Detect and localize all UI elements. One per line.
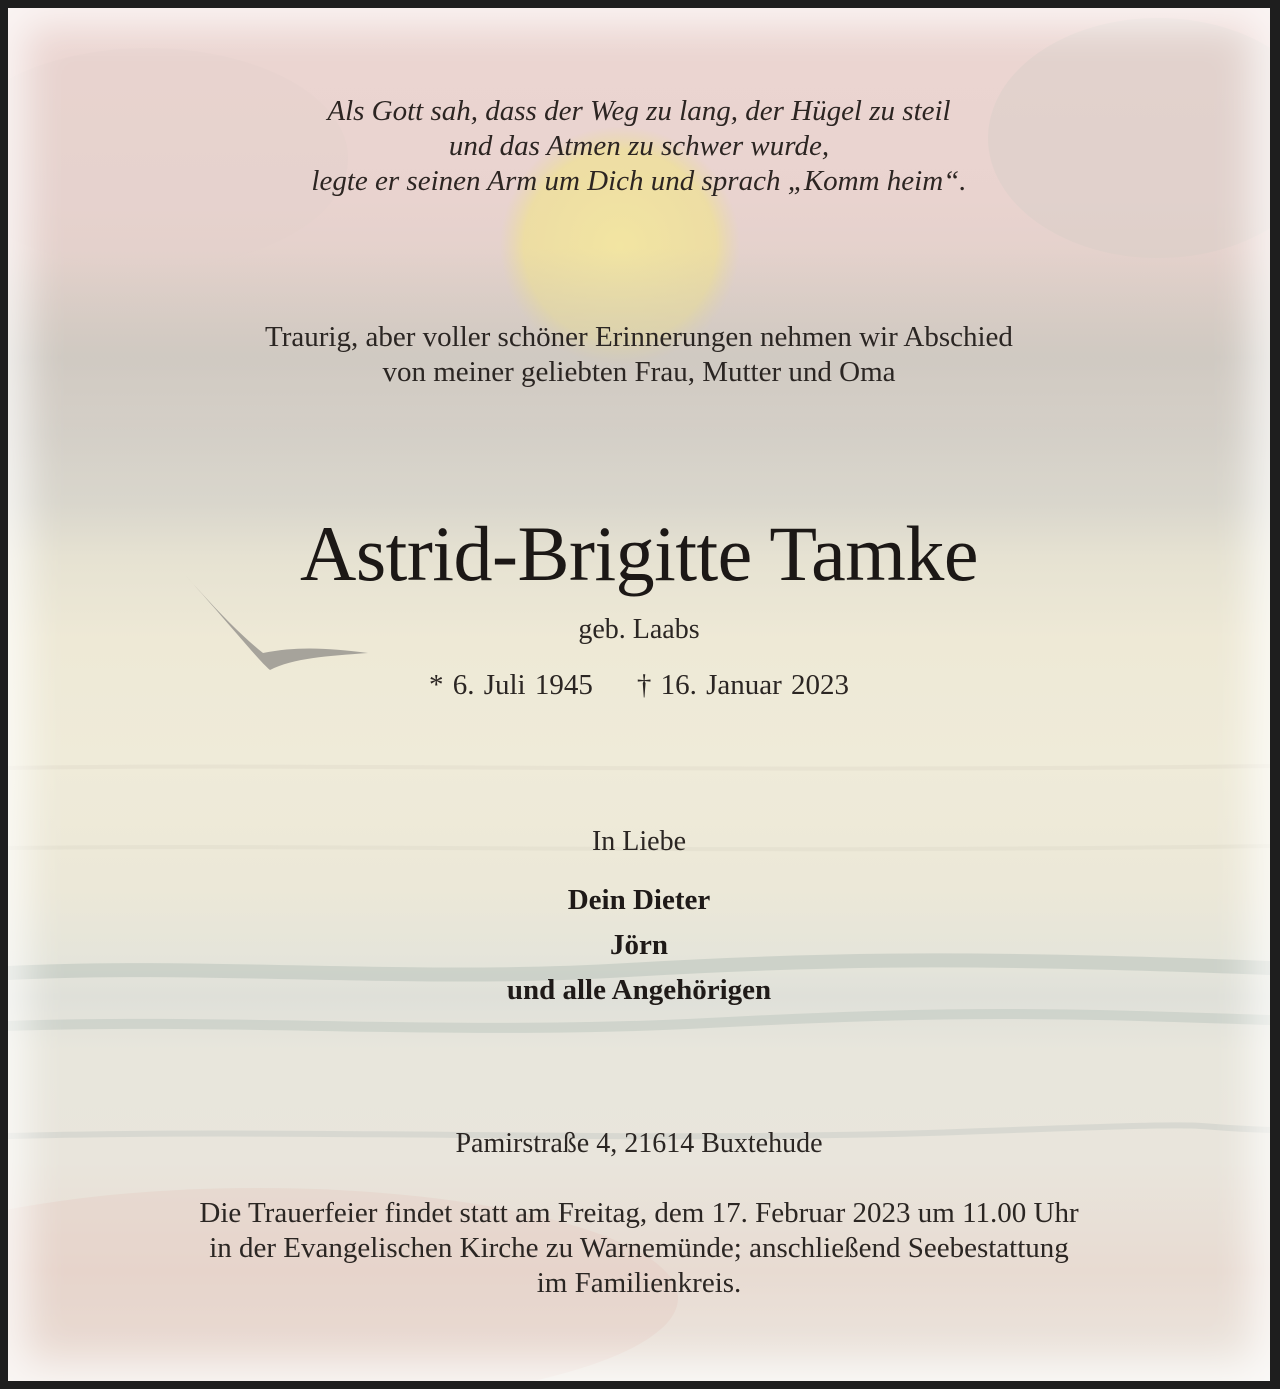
birth-date: * 6. Juli 1945	[428, 669, 593, 701]
life-dates	[8, 667, 1270, 703]
mourners-intro: In Liebe	[591, 826, 687, 857]
mourner-name: und alle Angehörigen	[506, 974, 772, 1006]
quote-line: und das Atmen zu schwer wurde,	[448, 130, 830, 162]
death-date: † 16. Januar 2023	[636, 669, 850, 701]
intro-line: Traurig, aber voller schöner Erinnerungen nehmen wir Abschied	[265, 321, 1013, 353]
intro-line: von meiner geliebten Frau, Mutter und Oma	[382, 356, 896, 388]
funeral-line: im Familienkreis.	[536, 1267, 742, 1299]
farewell-intro	[8, 320, 1270, 390]
funeral-line: in der Evangelischen Kirche zu Warnemünde; anschließend Seebestattung	[209, 1232, 1069, 1264]
memorial-quote	[8, 94, 1270, 199]
mourner-name: Jörn	[610, 929, 668, 961]
family-address: Pamirstraße 4, 21614 Buxtehude	[455, 1128, 823, 1159]
mourner-name: Dein Dieter	[567, 884, 711, 916]
quote-line: legte er seinen Arm um Dich und sprach „Komm heim“.	[311, 165, 967, 197]
deceased-name: Astrid-Brigitte Tamke	[300, 510, 978, 597]
quote-line: Als Gott sah, dass der Weg zu lang, der Hügel zu steil	[327, 95, 951, 127]
funeral-line: Die Trauerfeier findet statt am Freitag, dem 17. Februar 2023 um 11.00 Uhr	[199, 1197, 1079, 1229]
mourners-list	[8, 878, 1270, 1013]
obituary-notice	[8, 8, 1270, 1381]
funeral-details	[8, 1196, 1270, 1301]
birth-name: geb. Laabs	[578, 614, 700, 645]
